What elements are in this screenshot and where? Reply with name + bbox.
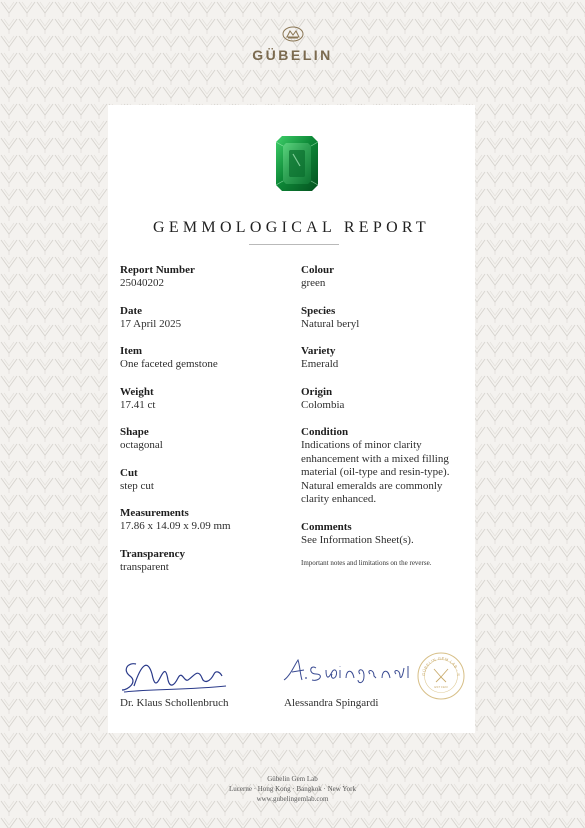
crown-monogram-icon	[282, 26, 304, 42]
field-shape	[120, 425, 285, 453]
brand-logo	[0, 26, 585, 63]
field-label: Origin	[301, 385, 333, 398]
field-label: Weight	[120, 385, 154, 398]
seal-year: EST 1923	[434, 685, 448, 689]
signatory-right-name: Alessandra Spingardi	[284, 697, 379, 709]
field-value: transparent	[120, 560, 169, 573]
field-label: Measurements	[120, 507, 189, 519]
field-value: See Information Sheet(s).	[301, 533, 414, 546]
field-species	[301, 304, 471, 332]
reverse-note: Important notes and limitations on the reverse.	[301, 559, 432, 567]
field-value: Emerald	[301, 358, 339, 370]
left-column	[120, 263, 285, 587]
field-item	[120, 344, 285, 372]
field-transparency	[120, 547, 285, 575]
title-divider	[249, 244, 339, 245]
signature-spingardi	[282, 656, 422, 686]
field-value: 17.41 ct	[120, 398, 156, 411]
field-value: One faceted gemstone	[120, 358, 218, 370]
field-cut	[120, 466, 285, 494]
field-value: Colombia	[301, 398, 345, 411]
seal-text: GÜBELIN GEM LAB · S	[420, 655, 462, 677]
field-report-number	[120, 263, 285, 291]
brand-name: GÜBELIN	[252, 47, 333, 63]
field-label: Date	[120, 304, 142, 317]
footer-locations: Lucerne · Hong Kong · Bangkok · New York	[229, 785, 356, 793]
field-label: Condition	[301, 426, 349, 438]
field-label: Report Number	[120, 264, 195, 276]
signatory-left-name: Dr. Klaus Schollenbruch	[120, 697, 229, 709]
field-label: Species	[301, 304, 336, 317]
field-origin	[301, 385, 471, 413]
right-column	[301, 263, 471, 567]
field-label: Item	[120, 345, 142, 357]
field-value: 17.86 x 14.09 x 9.09 mm	[120, 520, 231, 532]
field-colour	[301, 263, 471, 291]
signature-schollenbruch	[118, 656, 233, 696]
footer-website-link[interactable]: www.gubelingemlab.com	[256, 795, 329, 803]
field-value: 17 April 2025	[120, 317, 182, 330]
field-variety	[301, 344, 471, 372]
field-label: Comments	[301, 520, 352, 533]
field-value: Indications of minor clarity enhancement with a mixed filling material (oil-type and resin-type). Natural emeralds are commonly clarity enhanced.	[301, 439, 450, 505]
footer	[0, 774, 585, 804]
field-label: Variety	[301, 345, 336, 357]
field-label: Shape	[120, 426, 149, 438]
field-weight	[120, 385, 285, 413]
svg-text:GÜBELIN GEM LAB · SWITZERLAND	[417, 652, 461, 677]
field-value: 25040202	[120, 277, 164, 289]
field-value: step cut	[120, 479, 154, 492]
field-value: green	[301, 277, 326, 289]
field-condition	[301, 425, 471, 507]
field-comments	[301, 520, 471, 548]
field-label: Colour	[301, 264, 334, 276]
field-measurements	[120, 506, 285, 534]
footer-lab-name: Gübelin Gem Lab	[267, 775, 318, 783]
field-value: Natural beryl	[301, 317, 360, 330]
field-label: Cut	[120, 466, 138, 479]
report-title: GEMMOLOGICAL REPORT	[152, 219, 431, 236]
field-date	[120, 304, 285, 332]
emerald-gem-image	[276, 136, 318, 191]
field-label: Transparency	[120, 547, 185, 560]
field-value: octagonal	[120, 439, 163, 451]
gubelin-seal	[417, 652, 465, 700]
